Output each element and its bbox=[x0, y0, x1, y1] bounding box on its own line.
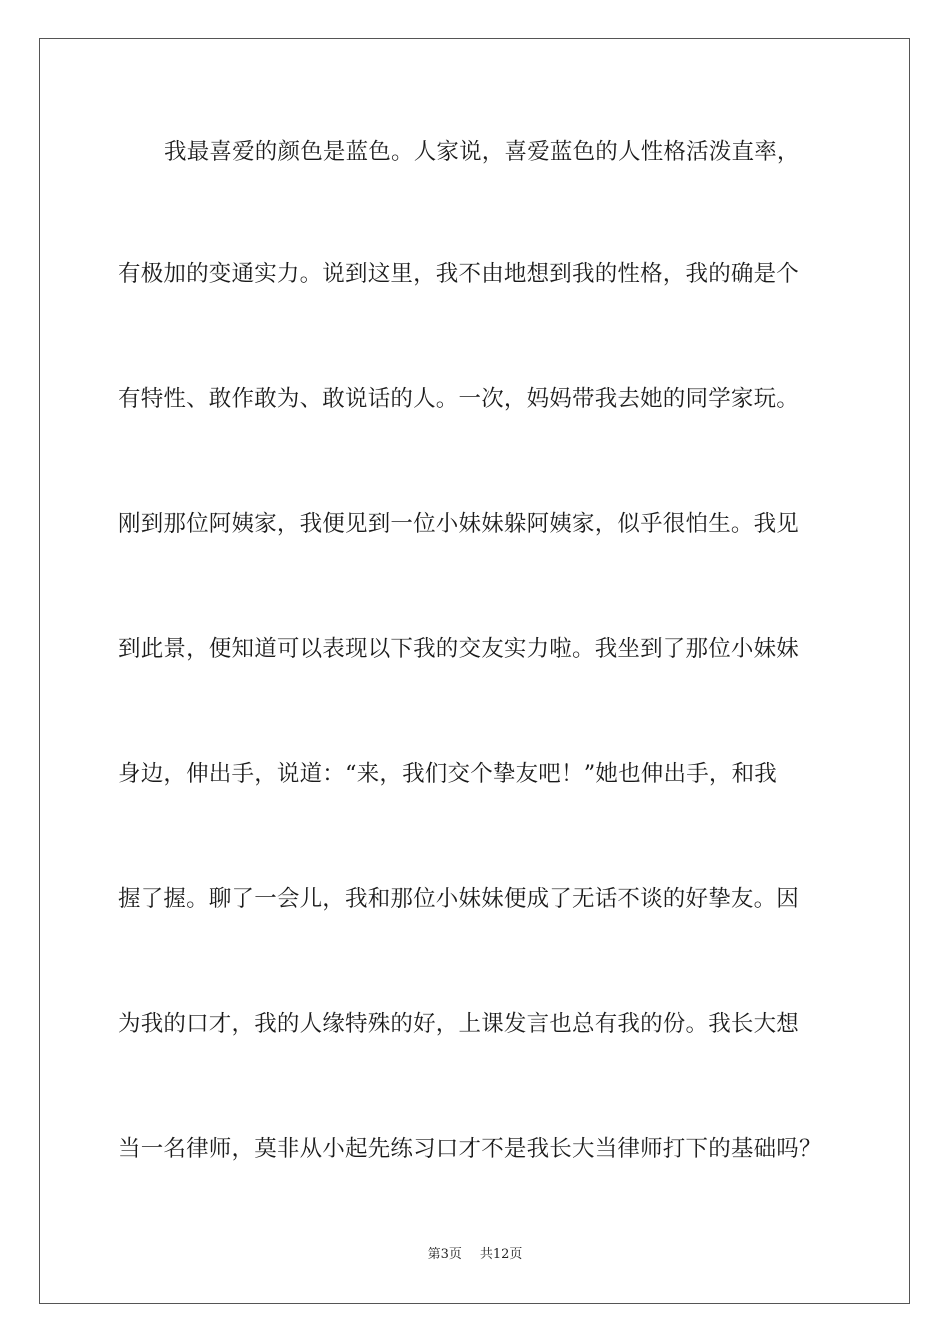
page-border bbox=[39, 38, 910, 1304]
paragraph-line-9: 当一名律师，莫非从小起先练习口才不是我长大当律师打下的基础吗？ bbox=[118, 1136, 822, 1162]
paragraph-line-4: 刚到那位阿姨家，我便见到一位小妹妹躲阿姨家，似乎很怕生。我见 bbox=[118, 511, 800, 537]
paragraph-line-7: 握了握。聊了一会儿，我和那位小妹妹便成了无话不谈的好挚友。因 bbox=[118, 886, 800, 912]
paragraph-line-3: 有特性、敢作敢为、敢说话的人。一次，妈妈带我去她的同学家玩。 bbox=[118, 386, 800, 412]
paragraph-line-1: 我最喜爱的颜色是蓝色。人家说，喜爱蓝色的人性格活泼直率， bbox=[164, 139, 800, 165]
paragraph-line-5: 到此景，便知道可以表现以下我的交友实力啦。我坐到了那位小妹妹 bbox=[118, 636, 800, 662]
paragraph-line-2: 有极加的变通实力。说到这里，我不由地想到我的性格，我的确是个 bbox=[118, 261, 800, 287]
paragraph-line-8: 为我的口才，我的人缘特殊的好，上课发言也总有我的份。我长大想 bbox=[118, 1011, 800, 1037]
page-footer bbox=[0, 1245, 950, 1265]
page-number: 第3页 bbox=[427, 1247, 462, 1262]
page-total: 共12页 bbox=[479, 1247, 523, 1262]
paragraph-line-6: 身边，伸出手，说道：“来，我们交个挚友吧！”她也伸出手，和我 bbox=[118, 761, 778, 787]
